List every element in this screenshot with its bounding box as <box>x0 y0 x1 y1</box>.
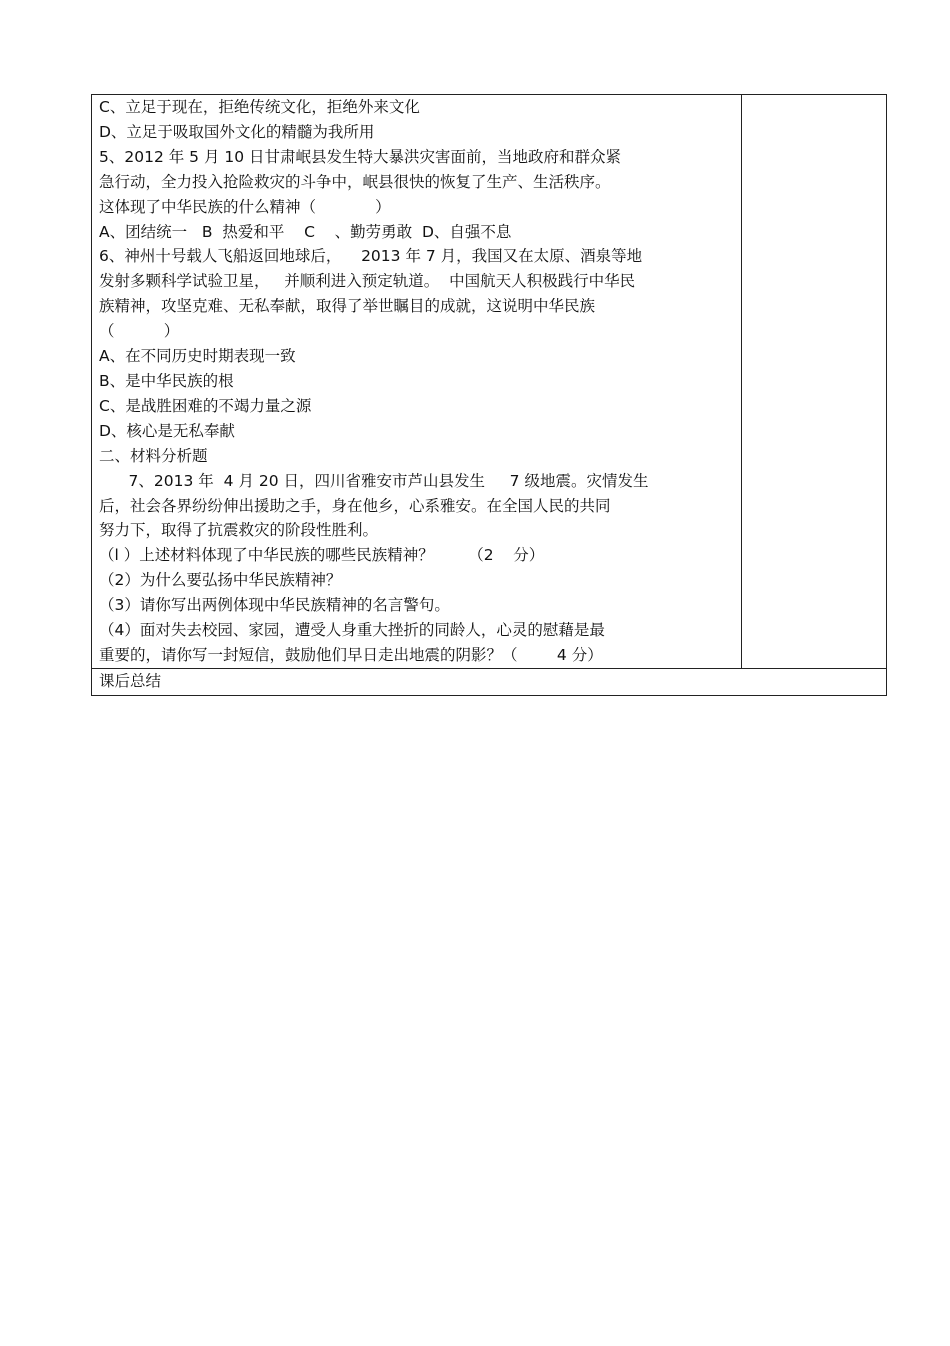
question-7-line-3: 努力下，取得了抗震救灾的阶段性胜利。 <box>99 521 379 540</box>
question-6-line-2: 发射多颗科学试验卫星， 并顺利进入预定轨道。 中国航天人积极践行中华民 <box>99 272 636 291</box>
notes-cell <box>742 95 887 669</box>
question-5-line-3: 这体现了中华民族的什么精神（ ） <box>99 197 391 216</box>
sub-question-4-line-1: （4）面对失去校园、家园，遭受人身重大挫折的同龄人，心灵的慰藉是最 <box>99 621 605 640</box>
question-6-option-d: D、核心是无私奉献 <box>99 421 235 440</box>
question-5-options: A、团结统一 B 热爱和平 C 、勤劳勇敢 D、自强不息 <box>99 222 512 241</box>
sub-question-1: （l ）上述材料体现了中华民族的哪些民族精神？ （2 分） <box>99 546 545 565</box>
question-6-option-b: B、是中华民族的根 <box>99 371 234 390</box>
sub-question-4-line-2: 重要的，请你写一封短信，鼓励他们早日走出地震的阴影？（ 4 分） <box>99 645 603 664</box>
question-6-line-4: （ ） <box>99 322 180 341</box>
summary-label: 课后总结 <box>99 671 162 690</box>
option-c-line: C、立足于现在，拒绝传统文化，拒绝外来文化 <box>99 98 420 116</box>
sub-question-2: （2）为什么要弘扬中华民族精神？ <box>99 571 342 590</box>
question-7-line-2: 后，社会各界纷纷伸出援助之手，身在他乡，心系雅安。在全国人民的共同 <box>99 496 611 515</box>
question-6-line-3: 族精神，攻坚克难、无私奉献，取得了举世瞩目的成就，这说明中华民族 <box>99 297 596 316</box>
exercise-cell <box>92 95 742 669</box>
question-6-option-c: C、是战胜困难的不竭力量之源 <box>99 396 312 415</box>
sub-question-3: （3）请你写出两例体现中华民族精神的名言警句。 <box>99 596 450 615</box>
summary-row <box>92 668 887 695</box>
question-6-line-1: 6、神州十号载人飞船返回地球后， 2013 年 7 月，我国又在太原、酒泉等地 <box>99 247 643 266</box>
question-5-line-2: 急行动，全力投入抢险救灾的斗争中，岷县很快的恢复了生产、生活秩序。 <box>99 172 611 191</box>
option-d-line: D、立足于吸取国外文化的精髓为我所用 <box>99 122 375 141</box>
section-2-heading: 二、材料分析题 <box>99 446 208 465</box>
content-row <box>92 95 887 669</box>
question-5-line-1: 5、2012 年 5 月 10 日甘肃岷县发生特大暴洪灾害面前，当地政府和群众紧 <box>99 147 622 166</box>
question-6-option-a: A、在不同历史时期表现一致 <box>99 347 296 366</box>
worksheet-table <box>91 94 887 696</box>
summary-cell <box>92 668 887 695</box>
question-7-line-1: 7、2013 年 4 月 20 日，四川省雅安市芦山县发生 7 级地震。灾情发生 <box>99 471 649 490</box>
